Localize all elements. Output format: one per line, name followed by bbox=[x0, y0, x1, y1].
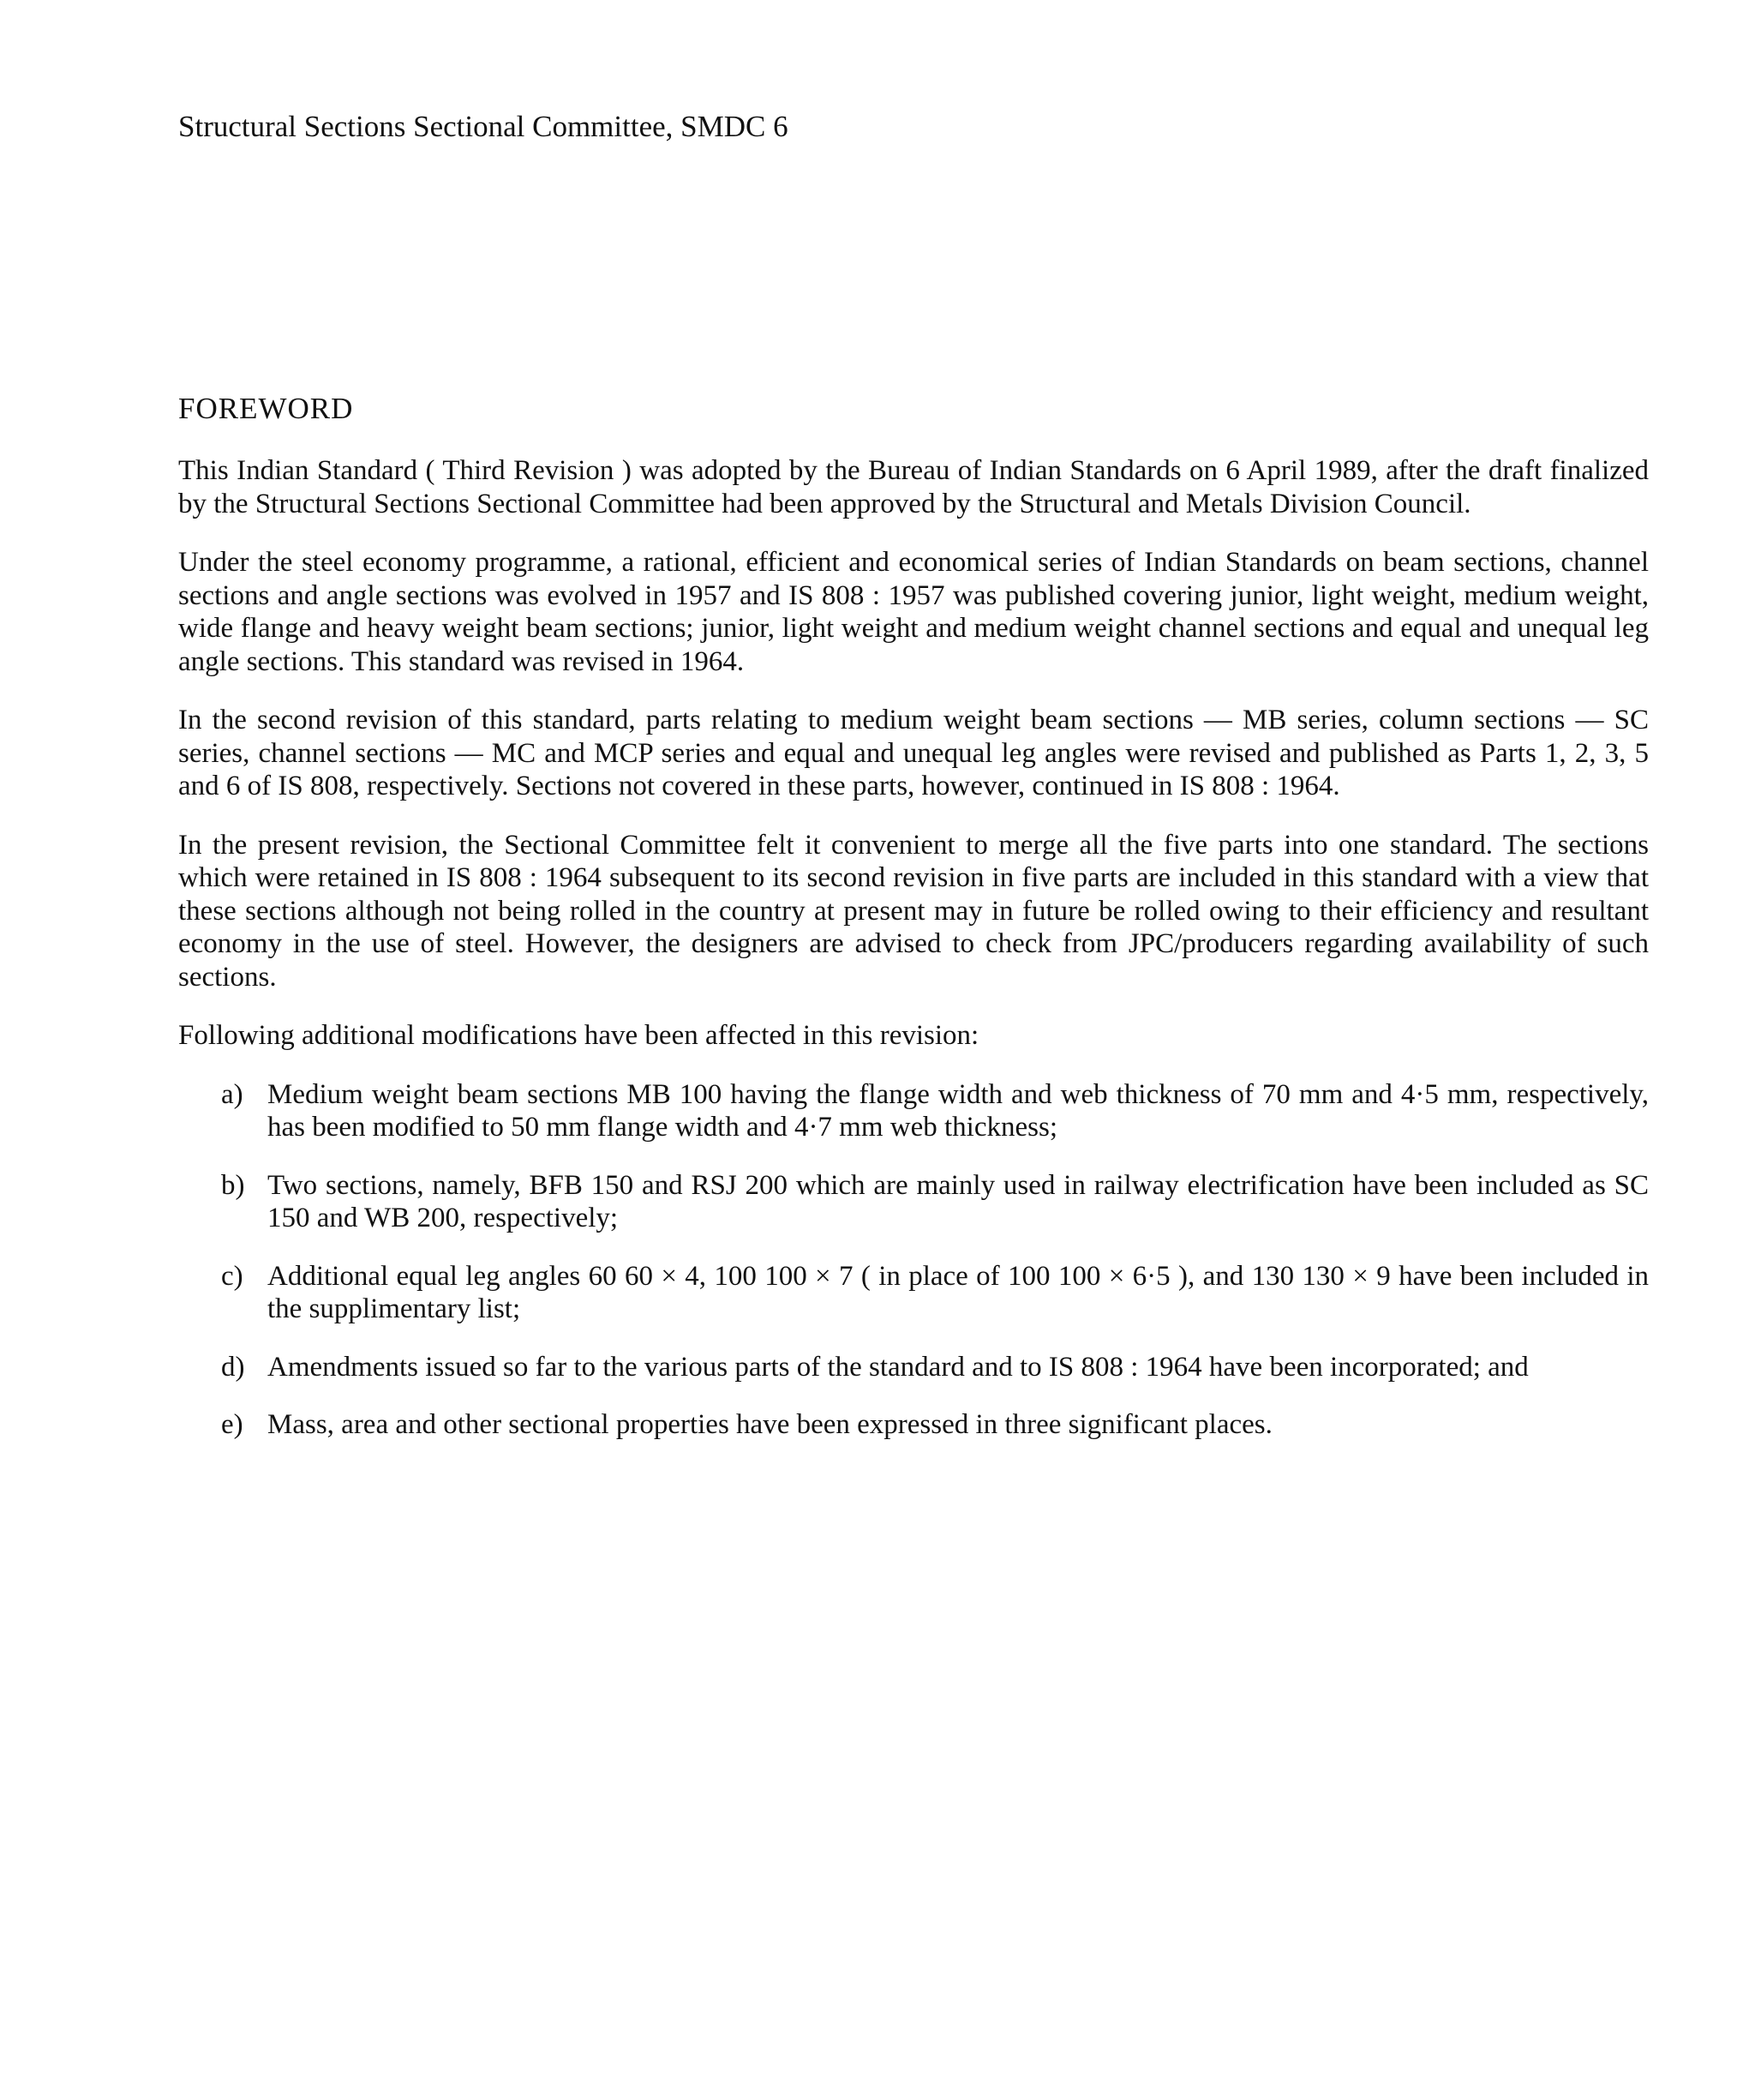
list-item-text: Additional equal leg angles 60 60 × 4, 100 100 × 7 ( in place of 100 100 × 6·5 ), and 130 130 × 9 have been included in the supplimentary list; bbox=[267, 1260, 1649, 1324]
list-item bbox=[178, 1408, 1649, 1442]
list-item bbox=[178, 1260, 1649, 1326]
foreword-heading: FOREWORD bbox=[178, 392, 354, 425]
modifications-lead: Following additional modifications have been affected in this revision: bbox=[178, 1020, 979, 1051]
list-marker: d) bbox=[221, 1351, 245, 1383]
paragraph-second-revision: In the second revision of this standard, parts relating to medium weight beam sections — MB series, column sections — SC series, channel sections — MC and MCP series and equal and unequal leg angles were revised and published as Parts 1, 2, 3, 5 and 6 of IS 808, respectively. Sections not covered in these parts, however, continued in IS 808 : 1964. bbox=[178, 705, 1649, 801]
list-item bbox=[178, 1351, 1649, 1384]
list-item bbox=[178, 1078, 1649, 1144]
list-marker: c) bbox=[221, 1260, 243, 1292]
list-marker: b) bbox=[221, 1169, 245, 1201]
list-item-text: Two sections, namely, BFB 150 and RSJ 200 which are mainly used in railway electrification have been included as SC 150 and WB 200, respectively; bbox=[267, 1169, 1649, 1233]
list-marker: e) bbox=[221, 1409, 243, 1440]
paragraph-adoption: This Indian Standard ( Third Revision ) was adopted by the Bureau of Indian Standards on 6 April 1989, after the draft finalized by the Structural Sections Sectional Committee had been approved by the Structural and Metals Division Council. bbox=[178, 455, 1649, 519]
paragraph-economy-programme: Under the steel economy programme, a rational, efficient and economical series of Indian Standards on beam sections, channel sections and angle sections was evolved in 1957 and IS 808 : 1957 was published covering junior, light weight, medium weight, wide flange and heavy weight beam sections; junior, light weight and medium weight channel sections and equal and unequal leg angle sections. This standard was revised in 1964. bbox=[178, 547, 1649, 677]
list-item-text: Mass, area and other sectional properties have been expressed in three significant places. bbox=[267, 1409, 1273, 1440]
list-item-text: Amendments issued so far to the various parts of the standard and to IS 808 : 1964 have been incorporated; and bbox=[267, 1351, 1529, 1383]
committee-line: Structural Sections Sectional Committee, SMDC 6 bbox=[178, 110, 788, 143]
foreword-body bbox=[178, 454, 1649, 1467]
modifications-list bbox=[178, 1078, 1649, 1442]
list-item-text: Medium weight beam sections MB 100 having the flange width and web thickness of 70 mm and 4·5 mm, respectively, has been modified to 50 mm flange width and 4·7 mm web thickness; bbox=[267, 1078, 1649, 1143]
list-marker: a) bbox=[221, 1078, 243, 1110]
list-item bbox=[178, 1169, 1649, 1235]
paragraph-present-revision: In the present revision, the Sectional Committee felt it convenient to merge all the five parts into one standard. The sections which were retained in IS 808 : 1964 subsequent to its second revision in five parts are included in this standard with a view that these sections although not being rolled in the country at present may in future be rolled owing to their efficiency and resultant economy in the use of steel. However, the designers are advised to check from JPC/producers regarding availability of such sections. bbox=[178, 829, 1649, 993]
